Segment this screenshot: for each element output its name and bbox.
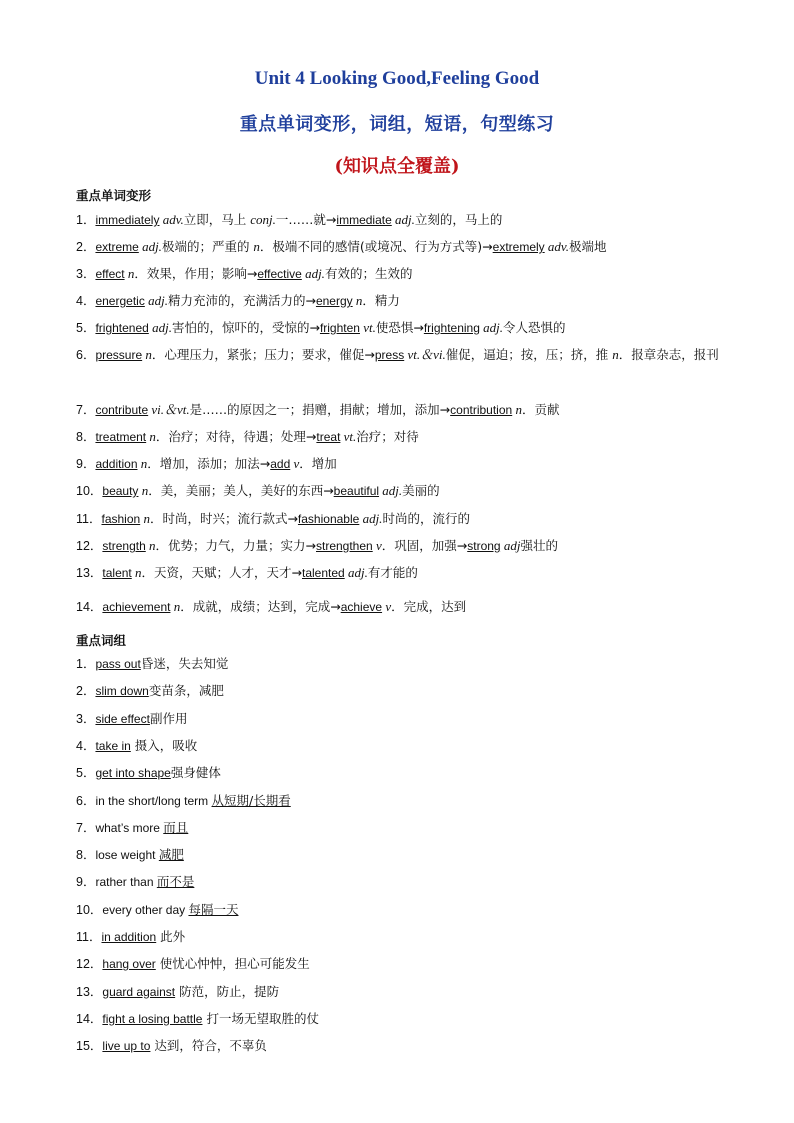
word-item xyxy=(76,423,726,451)
item-number: 13． xyxy=(76,984,103,999)
item-number: 13． xyxy=(76,566,103,580)
definition: 一……就→ xyxy=(275,212,337,227)
definition: 有效的；生效的 xyxy=(324,266,413,281)
item-number: 11． xyxy=(76,930,102,944)
section-heading-words: 重点单词变形 xyxy=(76,188,152,203)
phrase-english: take in xyxy=(95,738,131,753)
part-of-speech: vt.＆vi. xyxy=(404,347,446,362)
word-item xyxy=(76,593,726,621)
part-of-speech: n xyxy=(138,483,149,498)
phrase-item xyxy=(76,650,726,678)
word-item xyxy=(76,559,726,587)
headword: pressure xyxy=(95,348,143,362)
item-number: 4． xyxy=(76,294,96,308)
phrase-chinese: 此外 xyxy=(156,929,186,944)
definition: ．精力 xyxy=(362,293,400,308)
phrase-item xyxy=(76,950,726,978)
definition: 极端地 xyxy=(568,239,607,254)
item-number: 2． xyxy=(76,684,96,699)
definition: 有才能的 xyxy=(367,565,418,580)
item-number: 3． xyxy=(76,267,96,281)
word-item xyxy=(76,450,726,478)
definition: 强壮的 xyxy=(520,538,558,553)
word-item xyxy=(76,341,726,369)
headword: energetic xyxy=(95,294,145,308)
phrase-item xyxy=(76,841,726,869)
part-of-speech: adj. xyxy=(138,239,162,254)
item-number: 7． xyxy=(76,403,96,417)
derived-word: press xyxy=(374,348,405,362)
item-number: 7． xyxy=(76,820,96,835)
item-number: 6． xyxy=(76,793,96,808)
headword: beauty xyxy=(102,484,139,498)
item-number: 2． xyxy=(76,240,96,254)
headword: treatment xyxy=(95,430,147,444)
item-number: 4． xyxy=(76,738,96,753)
definition: 立刻的，马上的 xyxy=(414,212,503,227)
derived-word: talented xyxy=(302,566,345,580)
item-number: 10． xyxy=(76,902,103,917)
part-of-speech: adj. xyxy=(148,320,172,335)
definition: 立即，马上 xyxy=(183,212,251,227)
headword: contribute xyxy=(95,403,149,417)
item-number: 9． xyxy=(76,875,96,890)
phrase-english: guard against xyxy=(102,984,176,999)
definition: 美丽的 xyxy=(402,483,440,498)
definition: ．时尚，时兴；流行款式→ xyxy=(149,511,298,526)
part-of-speech: adj. xyxy=(479,320,504,335)
definition: ．天资，天赋；人才，天才→ xyxy=(141,565,302,580)
definition: ．极端不同的感情(或境况、行为方式等)→ xyxy=(259,239,493,254)
definition: 令人恐惧的 xyxy=(503,320,566,335)
definition: ．增加 xyxy=(299,456,337,471)
definition: 是……的原因之一；捐赠，捐献；增加，添加→ xyxy=(189,402,451,417)
phrase-chinese: 变苗条，减肥 xyxy=(148,683,224,699)
word-item xyxy=(76,233,726,261)
item-number: 11． xyxy=(76,512,102,526)
phrase-item xyxy=(76,732,726,760)
phrase-chinese: 摄入，吸收 xyxy=(130,737,198,753)
definition: ．报章杂志，报刊 xyxy=(618,347,719,362)
phrase-english: in the short/long term xyxy=(95,793,212,808)
word-item xyxy=(76,314,726,342)
definition: ．贡献 xyxy=(521,402,560,417)
phrase-item xyxy=(76,705,726,733)
phrase-chinese: 防范，防止，提防 xyxy=(175,983,280,999)
phrase-chinese: 达到，符合，不辜负 xyxy=(150,1038,267,1054)
derived-word: contribution xyxy=(450,403,513,417)
definition: 使恐惧→ xyxy=(375,320,424,335)
derived-word: effective xyxy=(257,267,302,281)
item-number: 15． xyxy=(76,1039,103,1054)
derived-word: extremely xyxy=(492,240,545,254)
phrase-english: lose weight xyxy=(95,848,159,863)
document-title: Unit 4 Looking Good,Feeling Good xyxy=(254,68,540,89)
headword: addition xyxy=(95,457,138,471)
part-of-speech: n xyxy=(170,599,181,614)
word-item xyxy=(76,532,726,560)
part-of-speech: adj. xyxy=(301,266,325,281)
item-number: 12． xyxy=(76,539,103,553)
part-of-speech: adj. xyxy=(144,293,168,308)
part-of-speech: n xyxy=(140,511,150,526)
phrase-english: every other day xyxy=(102,902,189,917)
part-of-speech: v xyxy=(290,456,300,471)
item-number: 10． xyxy=(76,484,103,498)
item-number: 12． xyxy=(76,957,103,972)
phrase-chinese: 而且 xyxy=(163,819,189,835)
part-of-speech: vt. xyxy=(359,320,376,335)
phrase-item xyxy=(76,896,726,924)
phrase-chinese: 副作用 xyxy=(149,710,188,726)
derived-word: immediate xyxy=(336,213,392,227)
headword: talent xyxy=(102,566,132,580)
derived-word: achieve xyxy=(340,600,383,614)
definition: ．美，美丽；美人，美好的东西→ xyxy=(148,483,334,498)
part-of-speech: n xyxy=(145,538,156,553)
derived-word: strong xyxy=(467,539,501,553)
item-number: 8． xyxy=(76,430,96,444)
word-item xyxy=(76,206,726,234)
item-number: 9． xyxy=(76,457,96,471)
headword: achievement xyxy=(102,600,171,614)
definition: 害怕的，惊吓的，受惊的→ xyxy=(171,320,320,335)
part-of-speech: adj. xyxy=(359,511,383,526)
definition: ．增加，添加；加法→ xyxy=(147,456,271,471)
definition: ．巩固，加强→ xyxy=(381,538,468,553)
part-of-speech: v xyxy=(382,599,392,614)
document-subtitle: 重点单词变形，词组，短语，句型练习 xyxy=(239,114,555,135)
phrase-english: in addition xyxy=(101,930,157,944)
part-of-speech: adv. xyxy=(159,212,184,227)
part-of-speech: n xyxy=(612,347,619,362)
definition: 时尚的，流行的 xyxy=(382,511,470,526)
phrase-english: live up to xyxy=(102,1039,151,1054)
word-item xyxy=(76,505,726,533)
part-of-speech: adv. xyxy=(544,239,569,254)
derived-word: energy xyxy=(315,294,353,308)
word-item xyxy=(76,287,726,315)
word-item xyxy=(76,477,726,505)
phrase-item xyxy=(76,787,726,815)
phrase-chinese: 减肥 xyxy=(158,847,184,863)
definition: 精力充沛的，充满活力的→ xyxy=(167,293,316,308)
phrase-english: rather than xyxy=(95,875,157,890)
coverage-tag: (知识点全覆盖) xyxy=(334,156,460,177)
part-of-speech: conj. xyxy=(250,212,276,227)
item-number: 14． xyxy=(76,600,103,614)
definition: ．优势；力气，力量；实力→ xyxy=(155,538,316,553)
phrase-chinese: 从短期/长期看 xyxy=(211,792,291,808)
part-of-speech: adj. xyxy=(391,212,415,227)
part-of-speech: n xyxy=(142,347,152,362)
definition: 催促，逼迫；按，压；挤，推 xyxy=(445,347,613,362)
phrase-chinese: 昏迷，失去知觉 xyxy=(140,656,229,671)
phrase-english: what’s more xyxy=(95,820,164,835)
headword: extreme xyxy=(95,240,139,254)
section-heading-phrases: 重点词组 xyxy=(76,633,127,648)
phrase-item xyxy=(76,1032,726,1060)
part-of-speech: adj. xyxy=(344,565,368,580)
part-of-speech: n xyxy=(512,402,522,417)
phrase-item xyxy=(76,978,726,1006)
part-of-speech: v xyxy=(372,538,382,553)
item-number: 3． xyxy=(76,711,96,726)
phrase-chinese: 每隔一天 xyxy=(188,901,239,917)
part-of-speech: n xyxy=(137,456,148,471)
item-number: 8． xyxy=(76,848,96,863)
item-number: 14． xyxy=(76,1011,103,1026)
phrase-item xyxy=(76,759,726,787)
definition: ．治疗；对待，待遇；处理→ xyxy=(155,429,317,444)
part-of-speech: n xyxy=(131,565,142,580)
derived-word: add xyxy=(270,457,291,471)
headword: frightened xyxy=(95,321,149,335)
part-of-speech: vi.＆vt. xyxy=(148,402,190,417)
headword: fashion xyxy=(101,512,141,526)
item-number: 5． xyxy=(76,766,96,781)
phrase-item xyxy=(76,868,726,896)
part-of-speech: adj xyxy=(500,538,521,553)
phrase-english: hang over xyxy=(102,957,156,972)
part-of-speech: adj. xyxy=(379,483,403,498)
word-item xyxy=(76,260,726,288)
definition: 治疗；对待 xyxy=(356,429,419,444)
phrase-english: get into shape xyxy=(95,766,171,781)
part-of-speech: vt. xyxy=(340,429,357,444)
headword: effect xyxy=(95,267,125,281)
phrase-chinese: 而不是 xyxy=(156,874,195,890)
phrase-item xyxy=(76,923,726,951)
item-number: 5． xyxy=(76,321,96,335)
phrase-item xyxy=(76,1005,726,1033)
headword: strength xyxy=(102,539,146,553)
phrase-english: slim down xyxy=(95,684,149,699)
word-item xyxy=(76,396,726,424)
item-number: 1． xyxy=(76,213,96,227)
phrase-item xyxy=(76,677,726,705)
phrase-english: side effect xyxy=(95,711,150,726)
derived-word: frighten xyxy=(319,321,360,335)
definition: ．效果，作用；影响→ xyxy=(134,266,258,281)
part-of-speech: n xyxy=(146,429,156,444)
derived-word: frightening xyxy=(423,321,480,335)
derived-word: fashionable xyxy=(297,512,360,526)
derived-word: treat xyxy=(316,430,341,444)
headword: immediately xyxy=(95,213,160,227)
definition: ．心理压力，紧张；压力；要求，催促→ xyxy=(151,347,375,362)
definition: 极端的；严重的 xyxy=(161,239,254,254)
item-number: 6． xyxy=(76,348,96,362)
phrase-item xyxy=(76,814,726,842)
phrase-english: fight a losing battle xyxy=(102,1011,203,1026)
definition: ．成就，成绩；达到，完成→ xyxy=(180,599,341,614)
derived-word: beautiful xyxy=(333,484,380,498)
phrase-chinese: 打一场无望取胜的仗 xyxy=(202,1010,319,1026)
phrase-english: pass out xyxy=(95,657,141,671)
part-of-speech: n xyxy=(124,266,135,281)
item-number: 1． xyxy=(76,657,96,671)
derived-word: strengthen xyxy=(316,539,373,553)
phrase-chinese: 强身健体 xyxy=(170,765,221,781)
definition: ．完成，达到 xyxy=(391,599,467,614)
part-of-speech: n xyxy=(352,293,363,308)
phrase-chinese: 使忧心忡忡，担心可能发生 xyxy=(155,956,310,972)
part-of-speech: n xyxy=(253,239,260,254)
